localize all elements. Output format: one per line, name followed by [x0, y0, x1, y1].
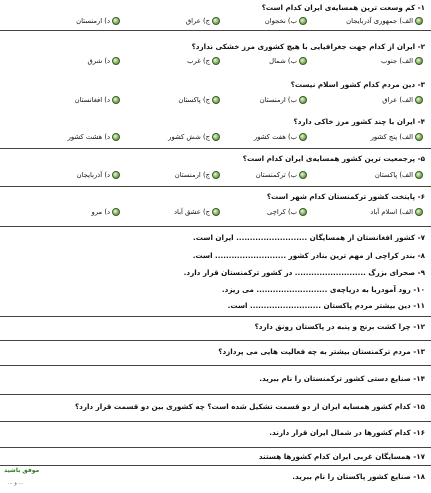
fill-question-8: ۸- بندر کراچی از مهم ترین بنادر کشور .......................... است. — [192, 251, 425, 260]
divider — [0, 316, 431, 317]
divider — [0, 186, 431, 187]
radio-icon[interactable] — [112, 133, 120, 141]
option-b[interactable]: ب) ارمنستان — [260, 95, 307, 105]
fill-question-10: ۱۰- رود آمودریا به دریاچه‌ی .......................... می ریزد. — [221, 285, 425, 294]
open-question-14: ۱۴- صنایع دستی کشور ترکمنستان را نام ببرید. — [259, 374, 425, 383]
option-b[interactable]: ب) هفت کشور — [254, 132, 307, 142]
option-d[interactable]: د) افغانستان — [75, 95, 120, 105]
option-b[interactable]: ب) شمال — [269, 56, 307, 66]
open-question-12: ۱۲- چرا کشت برنج و پنبه در پاکستان رونق دارد؟ — [254, 322, 425, 331]
divider — [0, 447, 431, 448]
option-c[interactable]: ج) غرب — [187, 56, 220, 66]
divider — [0, 226, 431, 227]
radio-icon[interactable] — [415, 171, 423, 179]
radio-icon[interactable] — [415, 96, 423, 104]
radio-icon[interactable] — [299, 17, 307, 25]
option-c[interactable]: ج) شش کشور — [168, 132, 220, 142]
radio-icon[interactable] — [415, 17, 423, 25]
option-a[interactable]: الف) پاکستان — [375, 170, 423, 180]
divider — [0, 148, 431, 149]
divider — [0, 465, 431, 466]
open-question-13: ۱۳- مردم ترکمنستان بیشتر به چه فعالیت هایی می پردازد؟ — [218, 347, 425, 356]
radio-icon[interactable] — [112, 208, 120, 216]
question-text: ۳- دین مردم کدام کشور اسلام نیست؟ — [290, 80, 425, 89]
divider — [0, 340, 431, 341]
radio-icon[interactable] — [112, 57, 120, 65]
question-text: ۵- پرجمعیت ترین کشور همسایه‌ی ایران کدام است؟ — [242, 154, 425, 163]
radio-icon[interactable] — [299, 133, 307, 141]
option-c[interactable]: ج) ارمنستان — [175, 170, 220, 180]
option-a[interactable]: الف) جنوب — [381, 56, 423, 66]
radio-icon[interactable] — [112, 96, 120, 104]
option-a[interactable]: الف) اسلام آباد — [370, 207, 423, 217]
question-text: ۱- کم وسعت ترین همسایه‌ی ایران کدام است؟ — [261, 3, 425, 12]
radio-icon[interactable] — [415, 57, 423, 65]
question-text: ۲- ایران از کدام جهت جغرافیایی با هیچ کشوری مرز خشکی ندارد؟ — [191, 42, 425, 51]
radio-icon[interactable] — [212, 133, 220, 141]
radio-icon[interactable] — [415, 133, 423, 141]
open-question-15: ۱۵- کدام کشور همسایه ایران از دو قسمت تشکیل شده است؟ چه کشوری بین دو قسمت قرار دارد؟ — [74, 402, 425, 411]
radio-icon[interactable] — [212, 17, 220, 25]
option-a[interactable]: الف) عراق — [382, 95, 423, 105]
open-question-18: ۱۸- صنایع کشور پاکستان را نام ببرید. — [292, 472, 425, 481]
good-luck-note: موفق باشید — [4, 467, 40, 474]
radio-icon[interactable] — [212, 57, 220, 65]
question-text: ۶- پایتخت کشور ترکمنستان کدام شهر است؟ — [266, 192, 425, 201]
radio-icon[interactable] — [212, 208, 220, 216]
divider — [0, 394, 431, 395]
radio-icon[interactable] — [299, 171, 307, 179]
radio-icon[interactable] — [299, 208, 307, 216]
option-c[interactable]: ج) عشق آباد — [174, 207, 220, 217]
radio-icon[interactable] — [212, 171, 220, 179]
option-d[interactable]: د) هشت کشور — [68, 132, 120, 142]
option-a[interactable]: الف) جمهوری آذربایجان — [346, 16, 423, 26]
fill-question-7: ۷- کشور افغانستان از همسایگان .......................... ایران است. — [193, 233, 425, 242]
option-d[interactable]: د) مرو — [91, 207, 120, 217]
divider — [0, 365, 431, 366]
option-b[interactable]: ب) نخجوان — [265, 16, 307, 26]
option-d[interactable]: د) آذربایجان — [77, 170, 120, 180]
option-c[interactable]: ج) پاکستان — [178, 95, 220, 105]
option-b[interactable]: ب) کراچی — [267, 207, 307, 217]
footer-signature: ... و ... — [8, 480, 24, 486]
radio-icon[interactable] — [212, 96, 220, 104]
option-a[interactable]: الف) پنج کشور — [371, 132, 423, 142]
divider — [0, 30, 431, 31]
open-question-17: ۱۷- همسایگان غربی ایران کدام کشورها هستند — [258, 452, 425, 461]
radio-icon[interactable] — [112, 17, 120, 25]
fill-question-9: ۹- صحرای بزرگ .......................... در کشور ترکمنستان قرار دارد. — [183, 268, 425, 277]
radio-icon[interactable] — [299, 96, 307, 104]
divider — [0, 421, 431, 422]
radio-icon[interactable] — [112, 171, 120, 179]
option-d[interactable]: د) شرق — [87, 56, 120, 66]
option-c[interactable]: ج) عراق — [186, 16, 220, 26]
option-d[interactable]: د) ارمنستان — [76, 16, 120, 26]
option-b[interactable]: ب) ترکمنستان — [256, 170, 307, 180]
open-question-16: ۱۶- کدام کشورها در شمال ایران قرار دارند. — [269, 428, 425, 437]
fill-question-11: ۱۱- دین بیشتر مردم پاکستان .......................... است. — [227, 301, 425, 310]
radio-icon[interactable] — [299, 57, 307, 65]
question-text: ۴- ایران با چند کشور مرز خاکی دارد؟ — [293, 117, 425, 126]
radio-icon[interactable] — [415, 208, 423, 216]
